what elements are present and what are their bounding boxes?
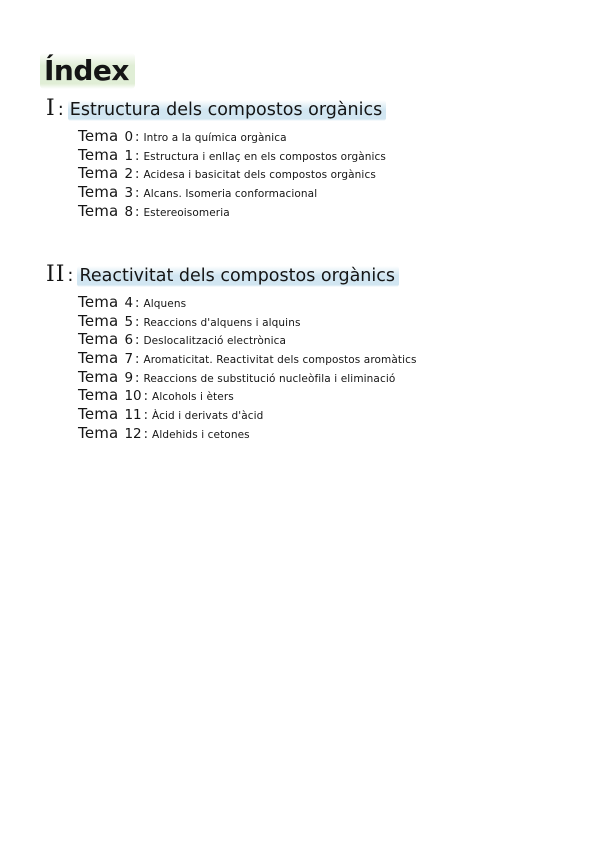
section-numeral: II: [46, 262, 66, 287]
topic-item-1: [78, 312, 417, 331]
topic-separator: :: [135, 370, 140, 386]
topic-number: 5: [124, 313, 134, 330]
topic-separator: :: [135, 204, 140, 220]
topic-number: 10: [124, 388, 142, 405]
topic-separator: :: [143, 389, 149, 405]
section-numeral: I: [46, 96, 56, 121]
topic-item-7: [78, 424, 417, 443]
section-title: Estructura dels compostos orgànics: [68, 100, 386, 121]
topic-title: Estereoisomeria: [143, 206, 230, 219]
topic-number: 3: [124, 185, 134, 202]
topic-title: Alcohols i èters: [152, 391, 234, 404]
topic-item-0: [78, 127, 386, 146]
topic-word: Tema: [78, 349, 119, 368]
topic-word: Tema: [78, 311, 119, 330]
topic-word: Tema: [78, 423, 119, 442]
topic-number: 1: [124, 147, 134, 164]
topic-number: 4: [124, 295, 134, 311]
page-title: Índex: [40, 53, 135, 89]
topic-separator: :: [135, 314, 140, 330]
topic-number: 11: [124, 407, 142, 424]
topic-number: 0: [124, 129, 134, 145]
topic-word: Tema: [78, 145, 119, 164]
topic-number: 12: [124, 425, 142, 442]
topic-separator: :: [135, 186, 140, 202]
topic-item-3: [78, 183, 386, 202]
topic-word: Tema: [78, 367, 119, 386]
topic-title: Reaccions de substitució nucleòfila i eliminació: [143, 372, 396, 385]
topic-title: Deslocalització electrònica: [143, 335, 287, 348]
topic-title: Aldehids i cetones: [152, 428, 250, 441]
topic-title: Aromaticitat. Reactivitat dels compostos aromàtics: [143, 354, 417, 367]
topic-number: 6: [124, 332, 134, 349]
topic-list: [78, 293, 417, 443]
topic-separator: :: [135, 296, 140, 311]
section-heading: [46, 96, 386, 124]
section-reactivitat: [46, 262, 417, 443]
topic-number: 9: [124, 369, 134, 386]
topic-title: Alcans. Isomeria conformacional: [143, 188, 318, 201]
topic-item-0: [78, 293, 417, 312]
topic-title: Estructura i enllaç en els compostos orgànics: [143, 150, 386, 163]
topic-item-2: [78, 164, 386, 183]
section-title: Reactivitat dels compostos orgànics: [77, 266, 399, 287]
topic-item-4: [78, 368, 417, 387]
topic-item-1: [78, 146, 386, 165]
topic-number: 2: [124, 166, 134, 183]
section-estructura: [46, 96, 386, 220]
topic-item-5: [78, 386, 417, 405]
section-separator: :: [67, 265, 74, 286]
topic-title: Acidesa i basicitat dels compostos orgànics: [143, 169, 376, 182]
topic-title: Alquens: [143, 298, 187, 310]
topic-item-3: [78, 349, 417, 368]
topic-word: Tema: [78, 127, 119, 145]
topic-item-6: [78, 405, 417, 424]
topic-title: Reaccions d'alquens i alquins: [143, 316, 301, 329]
topic-word: Tema: [78, 164, 119, 183]
topic-separator: :: [135, 130, 140, 145]
topic-separator: :: [135, 333, 140, 349]
topic-separator: :: [143, 408, 149, 424]
topic-separator: :: [135, 148, 140, 164]
topic-word: Tema: [78, 386, 119, 405]
topic-number: 8: [124, 203, 134, 220]
topic-item-2: [78, 330, 417, 349]
topic-item-4: [78, 202, 386, 221]
topic-number: 7: [124, 351, 134, 368]
topic-separator: :: [143, 426, 149, 442]
topic-title: Àcid i derivats d'àcid: [152, 410, 264, 423]
topic-word: Tema: [78, 405, 119, 424]
topic-separator: :: [135, 167, 140, 183]
section-heading: [46, 262, 417, 290]
topic-title: Intro a la química orgànica: [143, 132, 287, 144]
topic-word: Tema: [78, 330, 119, 349]
topic-word: Tema: [78, 183, 119, 202]
topic-separator: :: [135, 352, 140, 368]
topic-list: [78, 127, 386, 220]
section-separator: :: [57, 99, 64, 120]
topic-word: Tema: [78, 293, 119, 311]
topic-word: Tema: [78, 201, 119, 220]
